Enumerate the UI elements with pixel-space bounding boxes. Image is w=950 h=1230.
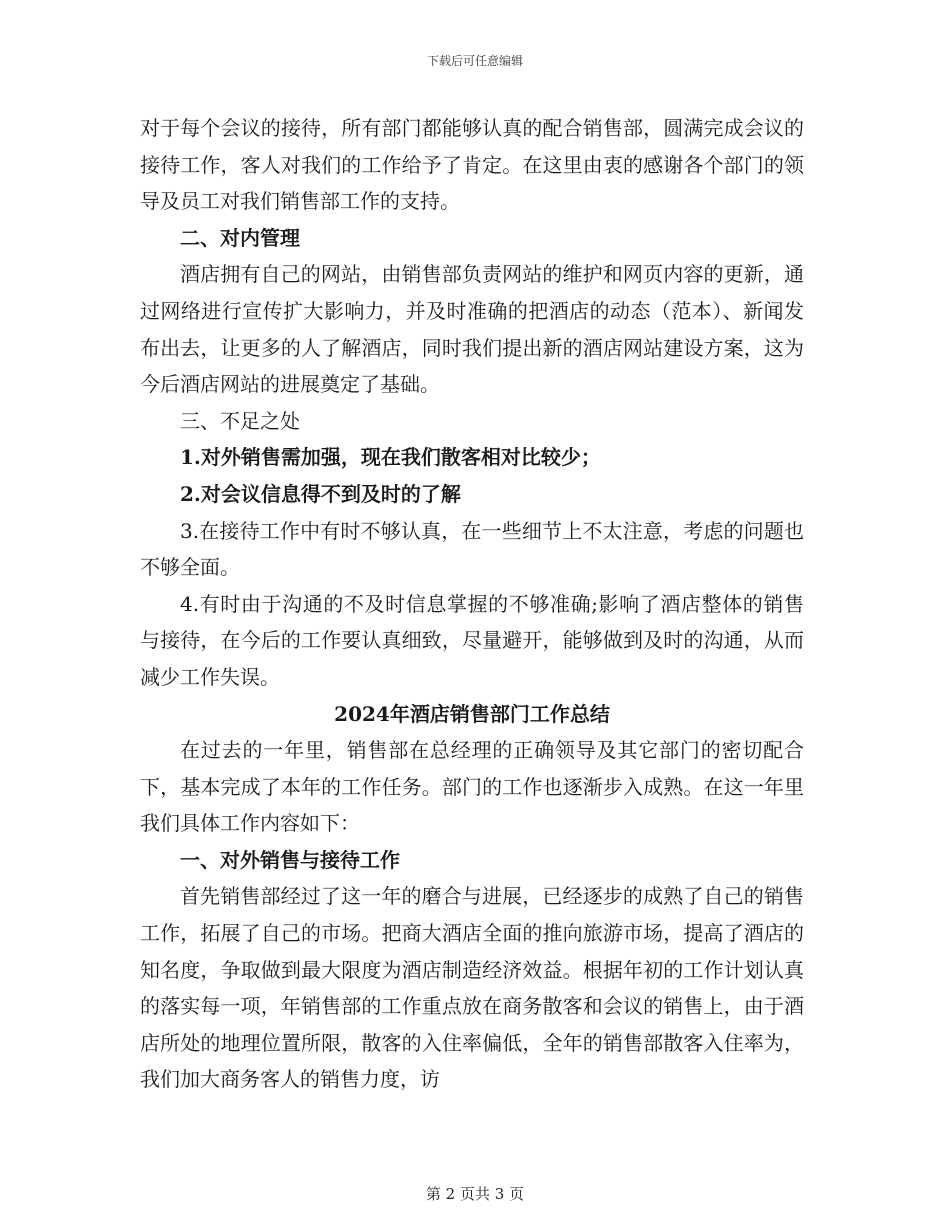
paragraph-continuation: 对于每个会议的接待，所有部门都能够认真的配合销售部，圆满完成会议的接待工作，客人对我们的工作给予了肯定。在这里由衷的感谢各个部门的领导及员工对我们销售部工作的支持。	[140, 116, 804, 214]
paragraph-intro: 在过去的一年里，销售部在总经理的正确领导及其它部门的密切配合下，基本完成了本年的工作任务。部门的工作也逐渐步入成熟。在这一年里我们具体工作内容如下：	[140, 738, 804, 836]
list-item-4: 4.有时由于沟通的不及时信息掌握的不够准确;影响了酒店整体的销售与接待，在今后的工作要认真细致，尽量避开，能够做到及时的沟通，从而减少工作失误。	[140, 591, 804, 689]
page-footer: 第 2 页共 3 页	[425, 1185, 525, 1203]
paragraph-sales-work: 首先销售部经过了这一年的磨合与进展，已经逐步的成熟了自己的销售工作，拓展了自己的市场。把商大酒店全面的推向旅游市场，提高了酒店的知名度，争取做到最大限度为酒店制造经济效益。根据年初的工作计划认真的落实每一项，年销售部的工作重点放在商务散客和会议的销售上，由于酒店所处的地理位置所限，散客的入住率偏低，全年的销售部散客入住率为，我们加大商务客人的销售力度，访	[140, 884, 804, 1092]
paragraph-website: 酒店拥有自己的网站，由销售部负责网站的维护和网页内容的更新，通过网络进行宣传扩大影响力，并及时准确的把酒店的动态（范本）、新闻发布出去，让更多的人了解酒店，同时我们提出新的酒店网站建设方案，这为今后酒店网站的进展奠定了基础。	[140, 262, 804, 397]
list-item-1: 1.对外销售需加强，现在我们散客相对比较少；	[180, 445, 601, 470]
section-heading-external-sales: 一、对外销售与接待工作	[180, 847, 400, 872]
list-item-3: 3.在接待工作中有时不够认真，在一些细节上不太注意，考虑的问题也不够全面。	[140, 518, 804, 580]
section-heading-internal-management: 二、对内管理	[180, 225, 300, 250]
document-title: 2024年酒店销售部门工作总结	[334, 701, 610, 726]
section-heading-shortcomings: 三、不足之处	[180, 408, 300, 433]
list-item-2: 2.对会议信息得不到及时的了解	[180, 481, 461, 506]
page-header: 下载后可任意编辑	[426, 54, 523, 68]
document-body	[140, 110, 804, 1098]
